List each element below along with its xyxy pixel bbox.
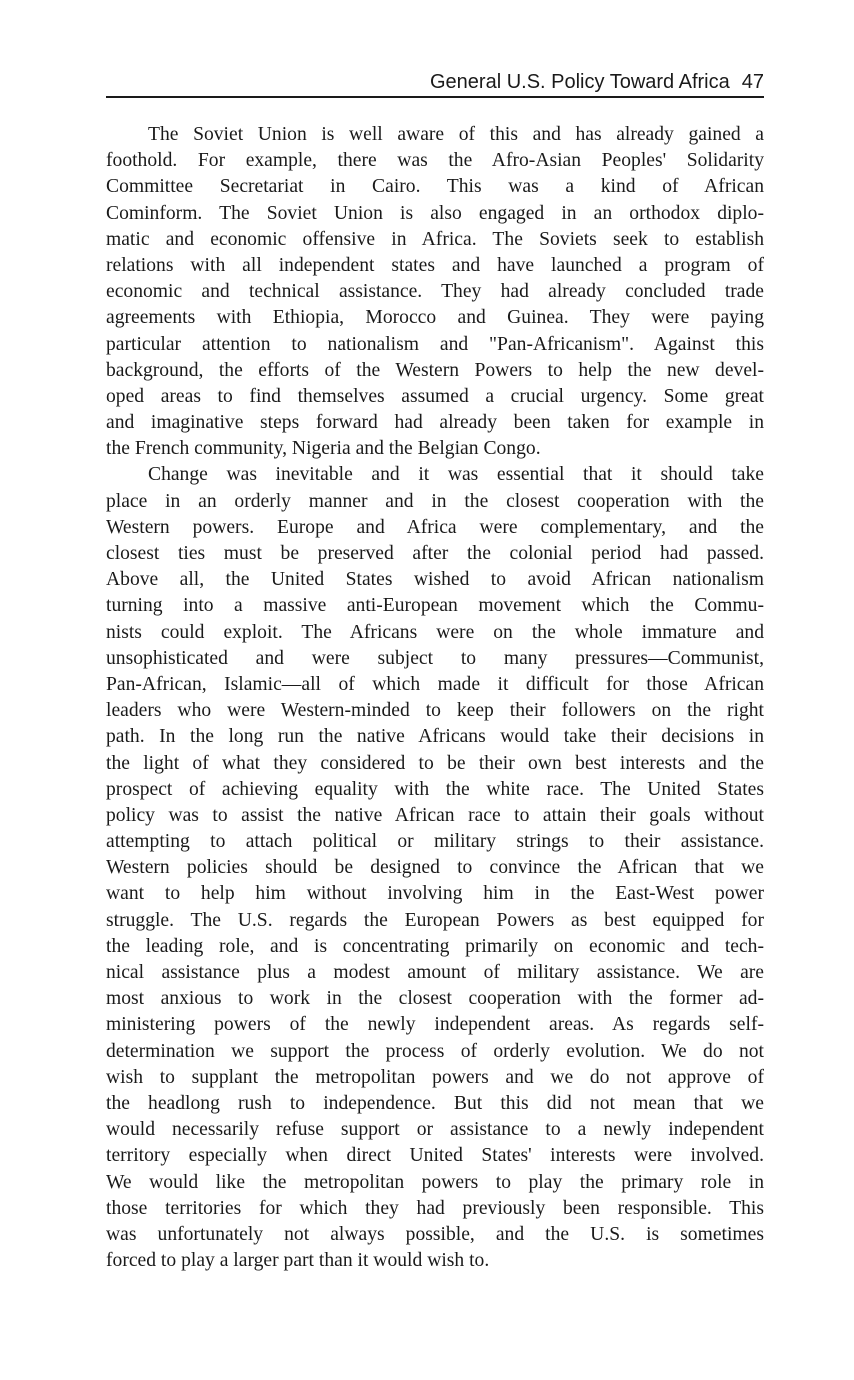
- text-line: policy was to assist the native African race to attain their goals without: [106, 804, 764, 826]
- text-line: the leading role, and is concentrating primarily on economic and tech-: [106, 935, 764, 957]
- page-number: 47: [741, 71, 764, 93]
- text-line: economic and technical assistance. They had already concluded trade: [106, 281, 764, 303]
- text-line: the headlong rush to independence. But this did not mean that we: [106, 1092, 764, 1114]
- body-text: [106, 122, 764, 1274]
- text-line: Western powers. Europe and Africa were complementary, and the: [106, 516, 764, 538]
- text-line: particular attention to nationalism and "Pan-Africanism". Against this: [106, 333, 764, 355]
- text-line: struggle. The U.S. regards the European Powers as best equipped for: [106, 909, 764, 931]
- text-line: The Soviet Union is well aware of this and has already gained a: [148, 124, 764, 145]
- paragraph-2: [106, 462, 764, 1274]
- text-line: We would like the metropolitan powers to play the primary role in: [106, 1171, 764, 1193]
- text-line: place in an orderly manner and in the closest cooperation with the: [106, 490, 764, 512]
- text-line: attempting to attach political or military strings to their assistance.: [106, 831, 764, 853]
- text-line: the French community, Nigeria and the Belgian Congo.: [106, 438, 541, 460]
- paragraph-1: [106, 122, 764, 462]
- text-line: background, the efforts of the Western Powers to help the new devel-: [106, 359, 764, 381]
- text-line: nists could exploit. The Africans were on the whole immature and: [106, 621, 764, 643]
- text-line: the light of what they considered to be their own best interests and the: [106, 752, 764, 774]
- text-line: Western policies should be designed to convince the African that we: [106, 857, 764, 879]
- text-line: Change was inevitable and it was essential that it should take: [148, 464, 764, 486]
- text-line: Committee Secretariat in Cairo. This was a kind of African: [106, 176, 764, 198]
- text-line: forced to play a larger part than it would wish to.: [106, 1250, 490, 1272]
- text-line: Pan-African, Islamic—all of which made it difficult for those African: [106, 673, 764, 695]
- header-title: General U.S. Policy Toward Africa: [429, 71, 730, 93]
- text-line: would necessarily refuse support or assistance to a newly independent: [106, 1119, 764, 1141]
- text-line: Above all, the United States wished to avoid African nationalism: [106, 569, 764, 591]
- text-line: agreements with Ethiopia, Morocco and Guinea. They were paying: [106, 307, 764, 329]
- text-line: relations with all independent states and have launched a program of: [106, 254, 764, 276]
- text-line: most anxious to work in the closest cooperation with the former ad-: [106, 988, 764, 1010]
- text-line: territory especially when direct United States' interests were involved.: [106, 1145, 764, 1167]
- text-line: leaders who were Western-minded to keep their followers on the right: [106, 700, 764, 722]
- text-line: those territories for which they had previously been responsible. This: [106, 1197, 764, 1219]
- text-line: unsophisticated and were subject to many pressures—Communist,: [106, 647, 764, 669]
- text-line: matic and economic offensive in Africa. The Soviets seek to establish: [106, 228, 764, 250]
- text-line: nical assistance plus a modest amount of military assistance. We are: [106, 962, 764, 983]
- text-line: ministering powers of the newly independent areas. As regards self-: [106, 1014, 764, 1036]
- text-line: prospect of achieving equality with the white race. The United States: [106, 778, 764, 800]
- text-line: closest ties must be preserved after the colonial period had passed.: [106, 543, 764, 564]
- text-line: oped areas to find themselves assumed a crucial urgency. Some great: [106, 385, 764, 407]
- text-line: determination we support the process of orderly evolution. We do not: [106, 1040, 764, 1062]
- text-line: foothold. For example, there was the Afro-Asian Peoples' Solidarity: [106, 150, 764, 172]
- text-line: path. In the long run the native Africans would take their decisions in: [106, 726, 764, 748]
- text-line: turning into a massive anti-European movement which the Commu-: [106, 595, 764, 617]
- running-header: [106, 68, 764, 98]
- text-line: want to help him without involving him in the East-West power: [106, 883, 764, 905]
- text-line: Cominform. The Soviet Union is also engaged in an orthodox diplo-: [106, 202, 764, 224]
- text-line: was unfortunately not always possible, and the U.S. is sometimes: [106, 1223, 764, 1245]
- text-line: and imaginative steps forward had already been taken for example in: [106, 412, 764, 434]
- text-line: wish to supplant the metropolitan powers and we do not approve of: [106, 1066, 764, 1088]
